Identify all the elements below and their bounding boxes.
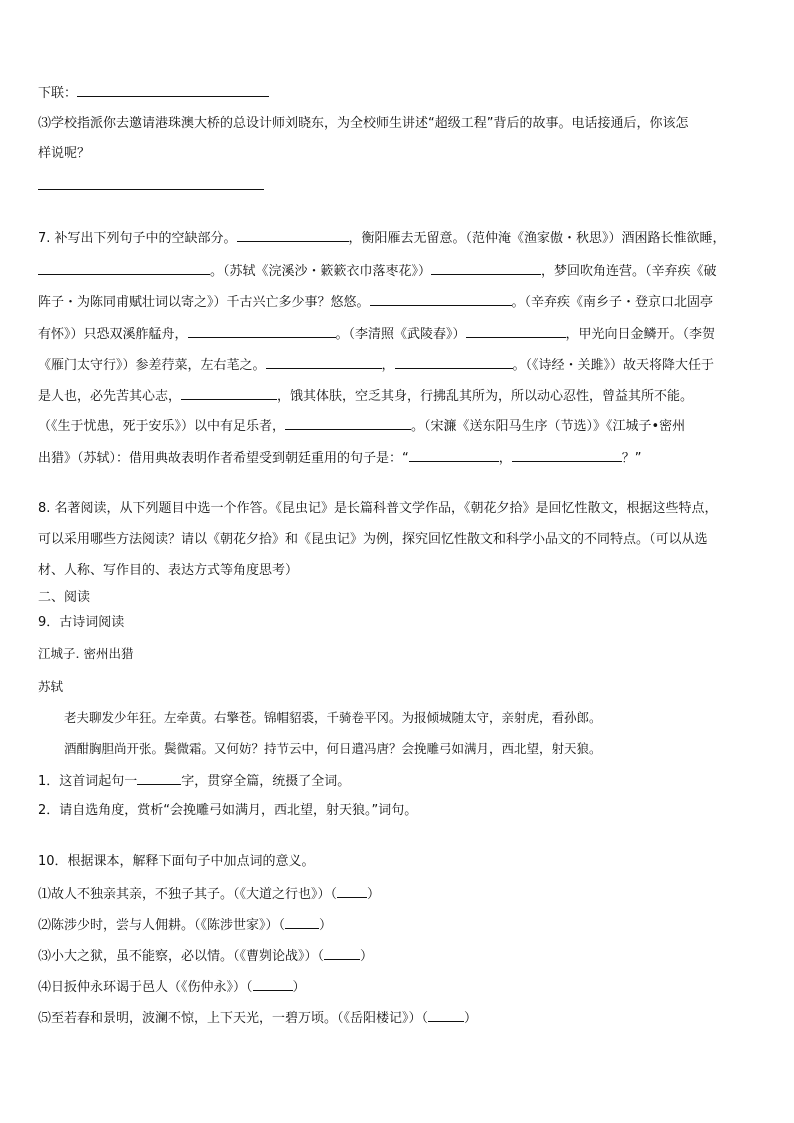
blank[interactable] — [337, 884, 367, 898]
blank[interactable] — [324, 946, 360, 960]
q7-line3: 阵子・为陈同甫赋壮词以寄之》）千古兴亡多少事？悠悠。 。（辛弃疾《南乡子・登京口北固亭 — [38, 292, 713, 312]
blank[interactable] — [38, 261, 210, 275]
q8-line1: 8. 名著阅读，从下列题目中选一个作答。《昆虫记》是长篇科普文学作品，《朝花夕拾》是回忆性散文，根据这些特点， — [38, 501, 718, 516]
q8-line3: 材、人称、写作目的、表达方式等角度思考） — [38, 563, 299, 578]
xialian-label: 下联： — [38, 86, 78, 101]
q7-line2: 。（苏轼《浣溪沙・簌簌衣巾落枣花》） ，梦回吹角连营。（辛弃疾《破 — [38, 261, 717, 281]
blank[interactable] — [409, 448, 499, 462]
poem-title: 江城子. 密州出猎 — [38, 646, 134, 661]
blank[interactable] — [512, 448, 622, 462]
q9-heading: 9．古诗词阅读 — [38, 615, 125, 630]
xialian-blank[interactable] — [77, 83, 269, 97]
blank[interactable] — [137, 771, 181, 785]
blank[interactable] — [285, 416, 411, 430]
q8-line2: 可以采用哪些方法阅读？请以《朝花夕拾》和《昆虫记》为例，探究回忆性散文和科学小品文的不同特点。（可以从选 — [38, 532, 708, 547]
xialian-line — [38, 83, 269, 103]
blank[interactable] — [188, 324, 336, 338]
blank[interactable] — [266, 355, 382, 369]
section-heading: 二、阅读 — [38, 590, 91, 605]
q6-item3-line2: 样说呢？ — [38, 146, 91, 161]
q7-line7: （《生于忧患，死于安乐》）以中有足乐者， 。（宋濂《送东阳马生序（节选）》《江城子•密州 — [38, 416, 685, 436]
blank[interactable] — [285, 915, 319, 929]
q10-heading: 10．根据课本，解释下面句子中加点词的意义。 — [38, 854, 315, 869]
blank[interactable] — [181, 386, 277, 400]
q10-item: ⑵陈涉少时，尝与人佣耕。（《陈涉世家》）（ ） — [38, 915, 332, 935]
blank[interactable] — [370, 292, 512, 306]
poem-stanza2: 酒酣胸胆尚开张。鬓微霜。又何妨？持节云中，何日遣冯唐？会挽雕弓如满月，西北望，射天狼。 — [64, 741, 602, 756]
poem-author: 苏轼 — [38, 679, 64, 694]
q7-line8: 出猎》（苏轼）：借用典故表明作者希望受到朝廷重用的句子是：“ ， ？” — [38, 448, 642, 468]
q7-line4: 有怀》）只恐双溪舴艋舟， 。（李清照《武陵春》） ，甲光向日金鳞开。（李贺 — [38, 324, 715, 344]
q9-sub2: 2．请自选角度，赏析“会挽雕弓如满月，西北望，射天狼。”词句。 — [38, 803, 418, 818]
q10-item: ⑷日扳仲永环谒于邑人（《伤仲永》）（ ） — [38, 977, 306, 997]
blank[interactable] — [253, 977, 293, 991]
poem-stanza1: 老夫聊发少年狂。左牵黄。右擎苍。锦帽貂裘，千骑卷平冈。为报倾城随太守，亲射虎，看孙郎。 — [64, 710, 602, 725]
q7-line5: 《雁门太守行》）参差荇菜，左右芼之。 ， 。（《诗经・关雎》）故天将降大任于 — [38, 355, 714, 375]
q10-item: ⑸至若春和景明，波澜不惊，上下天光，一碧万顷。（《岳阳楼记》）（ ） — [38, 1008, 477, 1028]
q6-answer-line[interactable] — [38, 176, 264, 196]
q10-item: ⑶小大之狱，虽不能察，必以情。（《曹刿论战》）（ ） — [38, 946, 373, 966]
blank[interactable] — [466, 324, 566, 338]
blank[interactable] — [237, 228, 349, 242]
q6-item3-line1: ⑶学校指派你去邀请港珠澳大桥的总设计师刘晓东，为全校师生讲述“超级工程”背后的故事。电话接通后，你该怎 — [38, 116, 689, 131]
q7-line1: 7. 补写出下列句子中的空缺部分。 ，衡阳雁去无留意。（范仲淹《渔家傲・秋思》）酒困路长惟欲睡， — [38, 228, 726, 248]
blank[interactable] — [431, 261, 541, 275]
q9-sub1: 1．这首词起句一 字，贯穿全篇，统摄了全词。 — [38, 771, 350, 791]
q7-line6: 是人也，必先苦其心志， ，饿其体肤，空乏其身，行拂乱其所为，所以动心忍性，曾益其所不能。 — [38, 386, 693, 406]
blank[interactable] — [395, 355, 513, 369]
blank[interactable] — [428, 1008, 464, 1022]
q10-item: ⑴故人不独亲其亲，不独子其子。（《大道之行也》）（ ） — [38, 884, 380, 904]
